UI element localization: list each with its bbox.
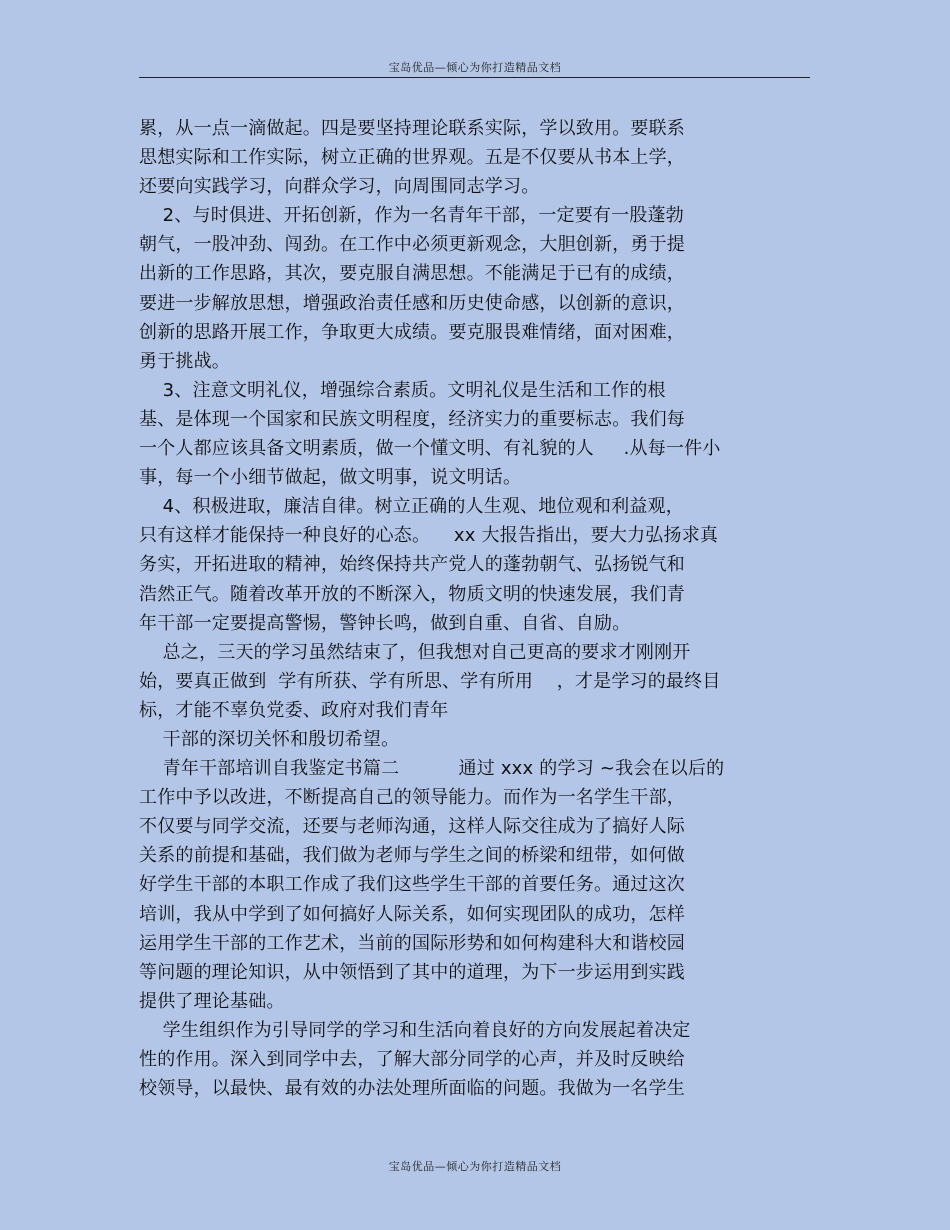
page-header: 宝岛优品—倾心为你打造精品文档 [388, 61, 562, 74]
text-line: 4、积极进取，廉洁自律。树立正确的人生观、地位观和利益观， [139, 496, 684, 518]
text-line: 务实，开拓进取的精神，始终保持共产党人的蓬勃朝气、弘扬锐气和 [139, 554, 685, 576]
text-line: 朝气，一股冲劲、闯劲。在工作中必须更新观念，大胆创新，勇于提 [139, 234, 685, 256]
text-line: 事，每一个小细节做起，做文明事，说文明话。 [139, 467, 522, 489]
text-line: 基、是体现一个国家和民族文明程度，经济实力的重要标志。我们每 [139, 408, 685, 430]
text-line: 浩然正气。随着改革开放的不断深入，物质文明的快速发展，我们青 [139, 583, 685, 605]
text-line: 提供了理论基础。 [139, 990, 285, 1012]
text-line: 性的作用。深入到同学中去，了解大部分同学的心声，并及时反映给 [139, 1049, 685, 1070]
text-line: 勇于挑战。 [139, 350, 230, 372]
text-line: 年干部一定要提高警惕，警钟长鸣，做到自重、自省、自励。 [139, 612, 631, 634]
text-line: 标，才能不辜负党委、政府对我们青年 [139, 699, 449, 721]
text-line: 思想实际和工作实际，树立正确的世界观。五是不仅要从书本上学， [139, 147, 685, 169]
text-line: 始，要真正做到 学有所获、学有所思、学有所用 ，才是学习的最终目 [139, 670, 721, 692]
text-line: 学生组织作为引导同学的学习和生活向着良好的方向发展起着决定 [139, 1019, 691, 1041]
text-line: 运用学生干部的工作艺术，当前的国际形势和如何构建科大和谐校园 [139, 932, 685, 954]
text-line: 干部的深切关怀和殷切希望。 [139, 728, 400, 750]
text-line: 关系的前提和基础，我们做为老师与学生之间的桥梁和纽带，如何做 [139, 845, 685, 867]
text-line: 只有这样才能保持一种良好的心态。 xx 大报告指出，要大力弘扬求真 [139, 525, 719, 547]
text-line: 好学生干部的本职工作成了我们这些学生干部的首要任务。通过这次 [139, 874, 685, 896]
document-body [139, 114, 799, 1103]
text-line: 创新的思路开展工作，争取更大成绩。要克服畏难情绪，面对困难， [139, 321, 685, 343]
text-line: 不仅要与同学交流，还要与老师沟通，这样人际交往成为了搞好人际 [139, 816, 685, 838]
text-line: 青年干部培训自我鉴定书篇二 通过 xxx 的学习 ~我会在以后的 [139, 758, 725, 780]
text-line: 总之，三天的学习虽然结束了，但我想对自己更高的要求才刚刚开 [139, 641, 691, 663]
text-line: 一个人都应该具备文明素质，做一个懂文明、有礼貌的人 .从每一件小 [139, 438, 721, 460]
text-line: 2、与时俱进、开拓创新，作为一名青年干部，一定要有一股蓬勃 [139, 205, 684, 227]
text-line: 要进一步解放思想，增强政治责任感和历史使命感，以创新的意识， [139, 292, 685, 314]
page-footer: 宝岛优品—倾心为你打造精品文档 [388, 1160, 562, 1173]
text-line: 出新的工作思路，其次，要克服自满思想。不能满足于已有的成绩， [139, 263, 685, 285]
text-line: 工作中予以改进，不断提高自己的领导能力。而作为一名学生干部， [139, 787, 685, 809]
text-line: 累，从一点一滴做起。四是要坚持理论联系实际，学以致用。要联系 [139, 118, 685, 139]
text-line: 校领导，以最快、最有效的办法处理所面临的问题。我做为一名学生 [139, 1078, 685, 1100]
text-line: 3、注意文明礼仪，增强综合素质。文明礼仪是生活和工作的根 [139, 379, 666, 401]
text-line: 培训，我从中学到了如何搞好人际关系，如何实现团队的成功，怎样 [139, 903, 685, 925]
text-line: 还要向实践学习，向群众学习，向周围同志学习。 [139, 176, 540, 198]
header-divider [139, 77, 810, 78]
text-line: 等问题的理论知识，从中领悟到了其中的道理，为下一步运用到实践 [139, 961, 685, 983]
